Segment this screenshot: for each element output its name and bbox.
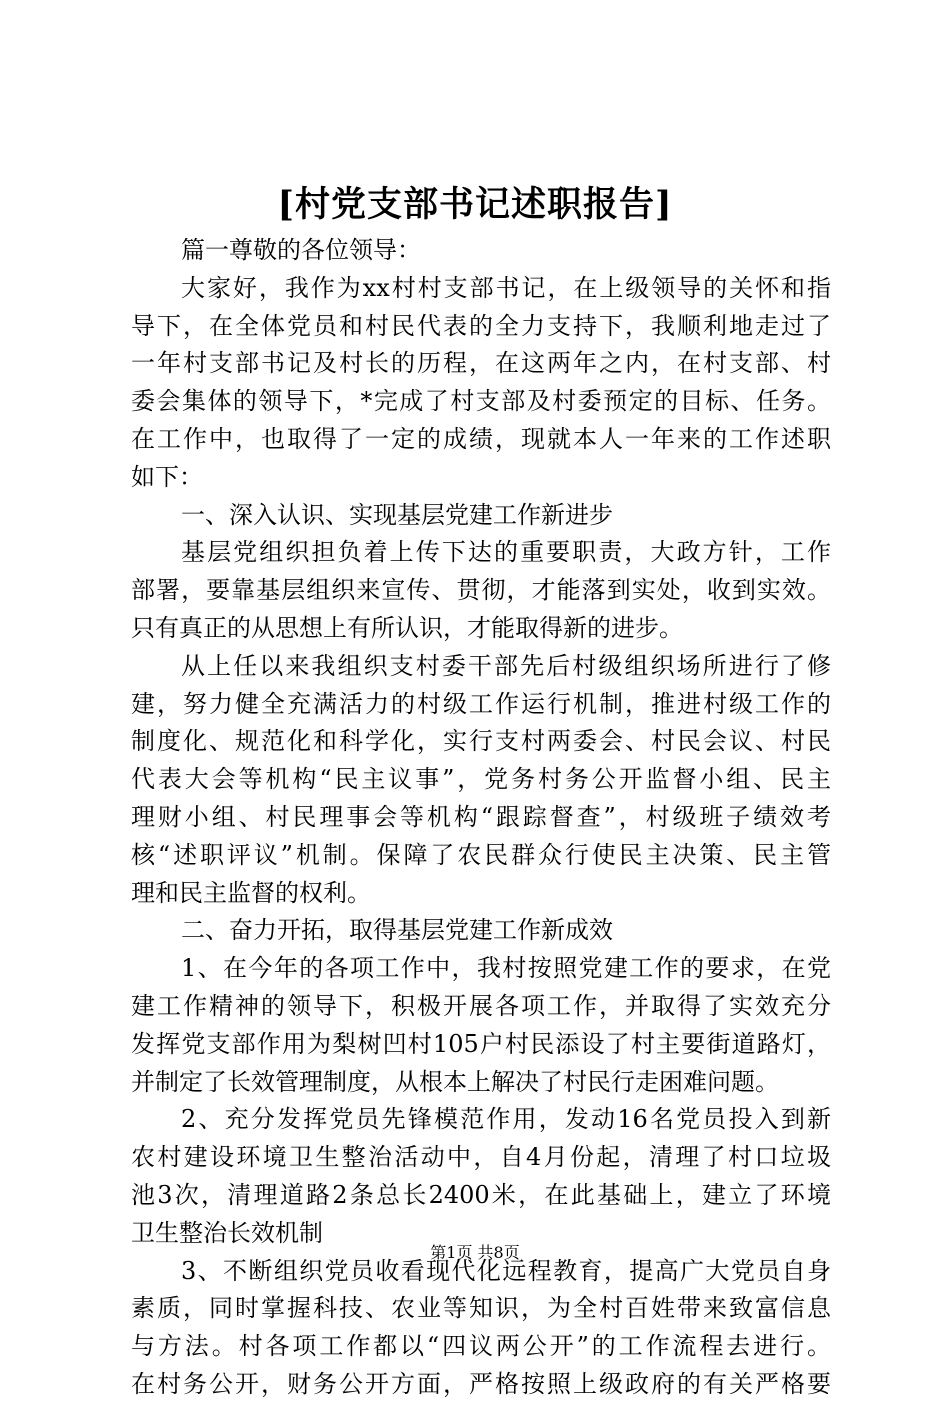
body-line: 与方法。村各项工作都以“四议两公开”的工作流程去进行。 — [131, 1332, 831, 1361]
body-line: 部署，要靠基层组织来宣传、贯彻，才能落到实处，收到实效。 — [131, 576, 831, 605]
body-line: 2、充分发挥党员先锋模范作用，发动16名党员投入到新 — [181, 1105, 831, 1134]
body-line: 篇一尊敬的各位领导： — [181, 236, 421, 264]
body-line: 只有真正的从思想上有所认识，才能取得新的进步。 — [131, 613, 683, 642]
body-line: 一、深入认识、实现基层党建工作新进步 — [181, 500, 613, 529]
body-line: 理和民主监督的权利。 — [131, 878, 371, 907]
body-line: 理财小组、村民理事会等机构“跟踪督查”，村级班子绩效考 — [131, 802, 831, 831]
body-line: 卫生整治长效机制 — [131, 1218, 323, 1247]
document-title: [村党支部书记述职报告] — [277, 184, 673, 225]
body-line: 建工作精神的领导下，积极开展各项工作，并取得了实效充分 — [131, 991, 831, 1020]
body-line: 二、奋力开拓，取得基层党建工作新成效 — [181, 916, 613, 945]
body-line: 建，努力健全充满活力的村级工作运行机制，推进村级工作的 — [131, 689, 831, 718]
body-line: 在工作中，也取得了一定的成绩，现就本人一年来的工作述职 — [131, 424, 831, 453]
body-line: 发挥党支部作用为梨树凹村105户村民添设了村主要街道路灯， — [131, 1029, 831, 1058]
body-line: 在村务公开，财务公开方面，严格按照上级政府的有关严格要 — [131, 1369, 831, 1398]
page-footer: 第1页 共8页 — [430, 1243, 520, 1262]
body-line: 3、不断组织党员收看现代化远程教育，提高广大党员自身 — [181, 1256, 831, 1285]
body-line: 基层党组织担负着上传下达的重要职责，大政方针，工作 — [181, 538, 831, 567]
body-line: 委会集体的领导下，*完成了村支部及村委预定的目标、任务。 — [131, 387, 831, 416]
body-line: 导下，在全体党员和村民代表的全力支持下，我顺利地走过了 — [131, 311, 831, 340]
body-line: 池3次，清理道路2条总长2400米，在此基础上，建立了环境 — [131, 1180, 831, 1209]
body-line: 农村建设环境卫生整治活动中，自4月份起，清理了村口垃圾 — [131, 1143, 831, 1172]
body-line: 如下： — [131, 462, 203, 491]
document-body — [131, 232, 831, 1404]
body-line: 并制定了长效管理制度，从根本上解决了村民行走困难问题。 — [131, 1067, 779, 1096]
body-line: 代表大会等机构“民主议事”，党务村务公开监督小组、民主 — [131, 765, 831, 794]
body-line: 从上任以来我组织支村委干部先后村级组织场所进行了修 — [181, 651, 831, 680]
body-line: 1、在今年的各项工作中，我村按照党建工作的要求，在党 — [181, 954, 831, 983]
body-line: 核“述职评议”机制。保障了农民群众行使民主决策、民主管 — [131, 840, 831, 869]
body-line: 制度化、规范化和科学化，实行支村两委会、村民会议、村民 — [131, 727, 831, 756]
body-line: 素质，同时掌握科技、农业等知识，为全村百姓带来致富信息 — [131, 1294, 831, 1323]
body-line: 大家好，我作为xx村村支部书记，在上级领导的关怀和指 — [181, 273, 831, 302]
body-line: 一年村支部书记及村长的历程，在这两年之内，在村支部、村 — [131, 349, 831, 378]
